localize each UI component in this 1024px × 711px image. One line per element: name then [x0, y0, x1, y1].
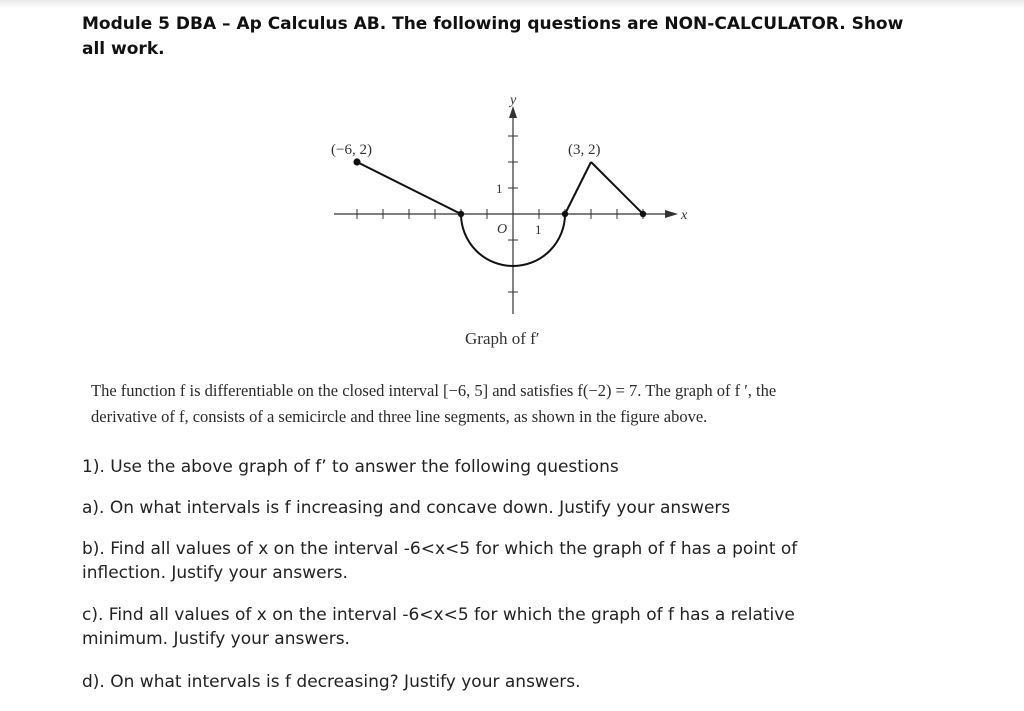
question-a-text: a). On what intervals is f increasing and concave down. Justify your answers — [82, 498, 731, 518]
point-right-label: (3, 2) — [568, 142, 601, 158]
x-axis-arrow — [665, 210, 678, 218]
graph-of-f-prime — [320, 88, 720, 352]
description-line-1: The function f is differentiable on the closed interval [−6, 5] and satisfies f(−2) = 7. The graph of f ′, the — [91, 381, 777, 400]
title-line-2: all work. — [82, 39, 165, 59]
segment-rising — [565, 162, 591, 214]
title-line-1: Module 5 DBA – Ap Calculus AB. The following questions are NON-CALCULATOR. Show — [82, 14, 904, 34]
y-axis-label: y — [510, 93, 517, 108]
point-x-5 — [640, 211, 646, 217]
description-line-2: derivative of f, consists of a semicircle and three line segments, as shown in the figure above. — [91, 407, 708, 426]
segment-left — [357, 162, 461, 214]
segment-falling — [591, 162, 643, 214]
question-c-line-2: minimum. Justify your answers. — [82, 629, 350, 649]
origin-label: O — [497, 222, 508, 237]
point-left — [353, 158, 360, 165]
x-tick-label: 1 — [535, 222, 542, 237]
question-b — [82, 537, 922, 585]
graph-figure — [320, 88, 720, 352]
page-title — [82, 12, 942, 62]
graph-caption: Graph of f′ — [465, 329, 540, 348]
question-a — [82, 496, 922, 520]
question-c-line-1: c). Find all values of x on the interval -6<x<5 for which the graph of f has a relative — [82, 605, 795, 625]
x-axis-label: x — [681, 208, 688, 223]
top-shadow — [0, 0, 1024, 8]
y-tick-label: 1 — [496, 181, 503, 196]
question-intro-text: 1). Use the above graph of f’ to answer the following questions — [82, 457, 619, 477]
point-x-minus-2 — [458, 211, 464, 217]
question-b-line-1: b). Find all values of x on the interval -6<x<5 for which the graph of f has a point of — [82, 539, 798, 559]
question-d — [82, 670, 922, 694]
question-d-text: d). On what intervals is f decreasing? Justify your answers. — [82, 672, 581, 692]
question-c — [82, 603, 922, 651]
problem-description — [91, 378, 941, 430]
point-left-label: (−6, 2) — [331, 142, 372, 158]
point-x-2 — [562, 211, 568, 217]
question-intro — [82, 455, 922, 479]
question-b-line-2: inflection. Justify your answers. — [82, 563, 348, 583]
